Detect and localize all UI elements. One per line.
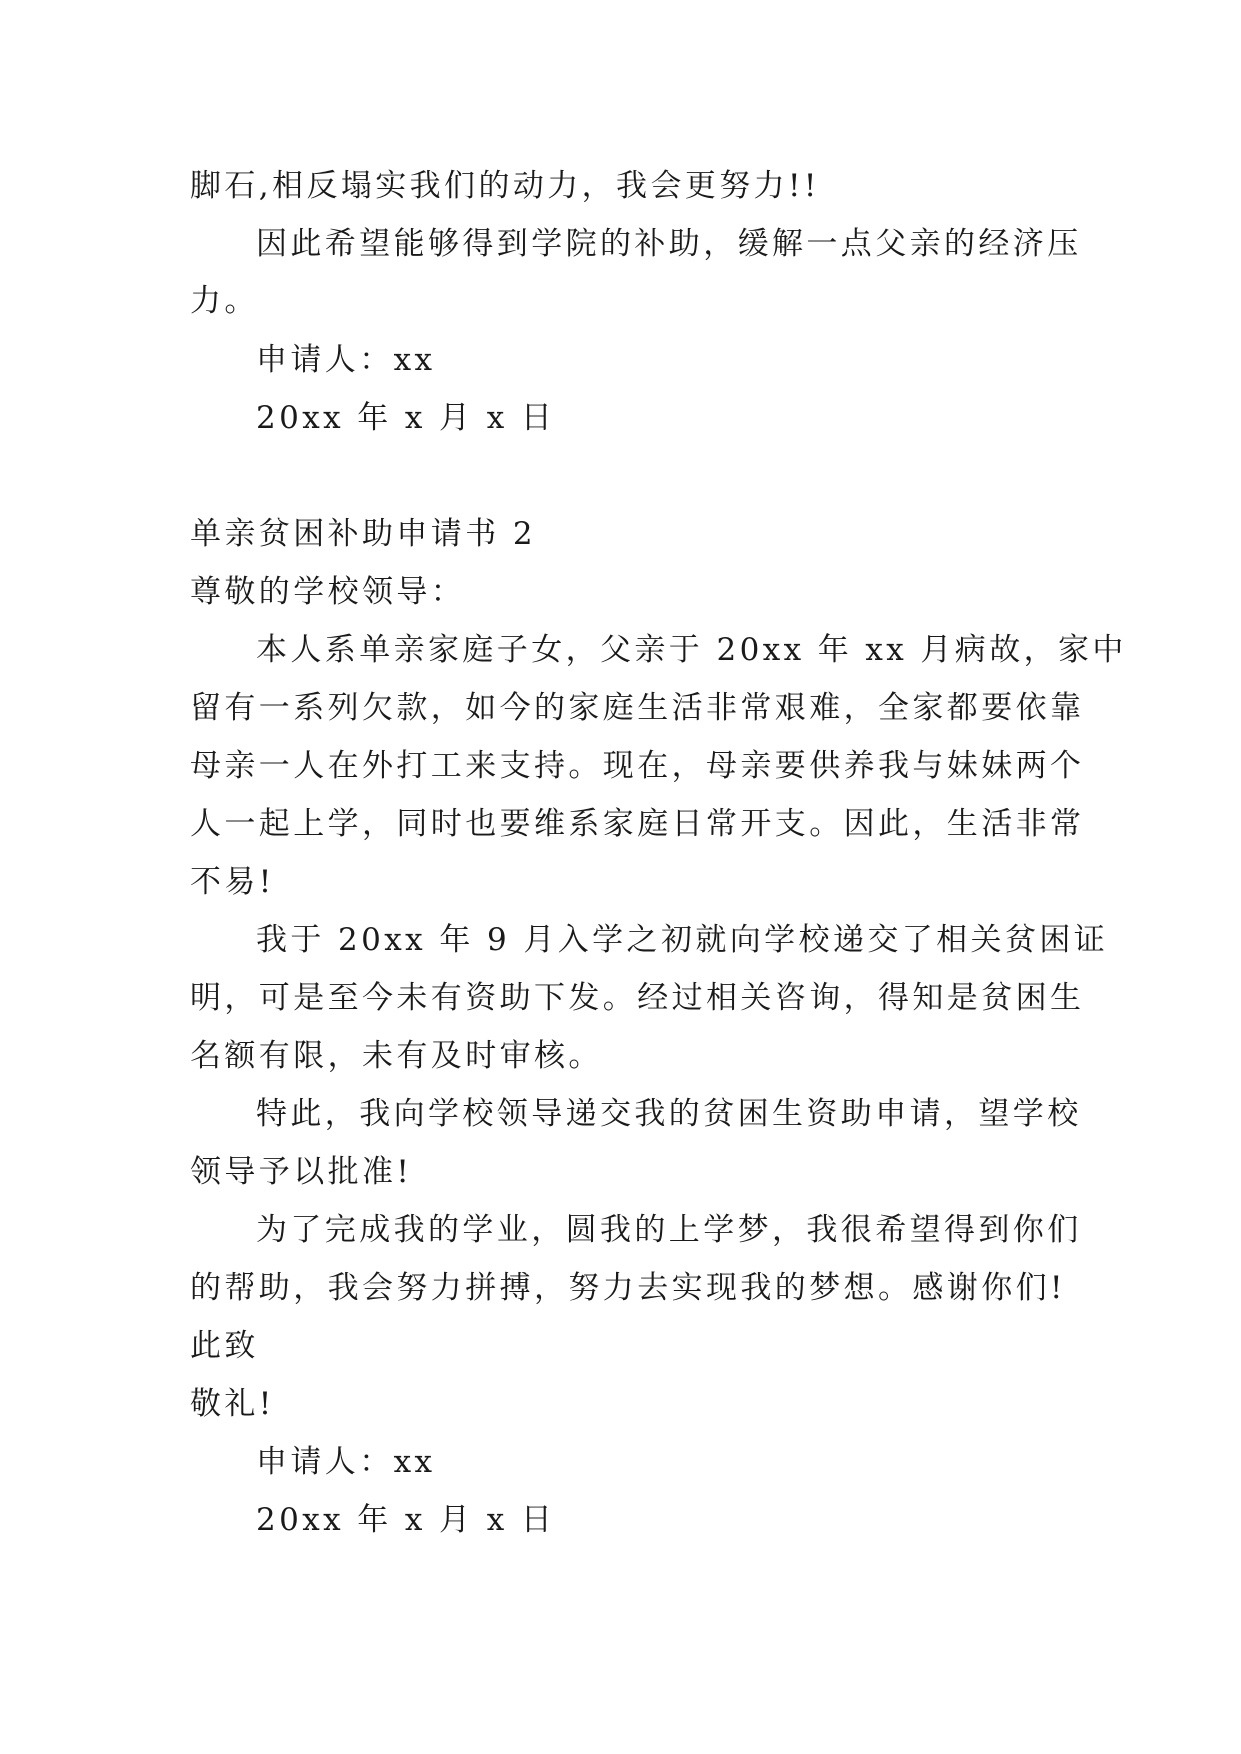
text-line: 因此希望能够得到学院的补助，缓解一点父亲的经济压 [256, 226, 1082, 262]
paragraph-line: 特此，我向学校领导递交我的贫困生资助申请，望学校 [256, 1096, 1082, 1132]
paragraph-line: 名额有限，未有及时审核。 [190, 1038, 603, 1074]
text-line: 力。 [190, 283, 259, 319]
applicant-signature: 申请人：xx [256, 1444, 436, 1480]
paragraph-line: 本人系单亲家庭子女，父亲于 20xx 年 xx 月病故，家中 [256, 632, 1127, 668]
paragraph-line: 不易! [190, 864, 275, 900]
paragraph-line: 为了完成我的学业，圆我的上学梦，我很希望得到你们 [256, 1212, 1082, 1248]
paragraph-line: 我于 20xx 年 9 月入学之初就向学校递交了相关贫困证 [256, 922, 1109, 958]
paragraph-line: 人一起上学，同时也要维系家庭日常开支。因此，生活非常 [190, 806, 1085, 842]
closing-line: 此致 [190, 1328, 259, 1364]
text-line: 脚石,相反塌实我们的动力，我会更努力!! [190, 168, 820, 204]
paragraph-line: 母亲一人在外打工来支持。现在，母亲要供养我与妹妹两个 [190, 748, 1085, 784]
signature-date: 20xx 年 x 月 x 日 [256, 400, 556, 436]
paragraph-line: 明，可是至今未有资助下发。经过相关咨询，得知是贫困生 [190, 980, 1085, 1016]
paragraph-line: 的帮助，我会努力拼搏，努力去实现我的梦想。感谢你们! [190, 1270, 1066, 1306]
signature-date: 20xx 年 x 月 x 日 [256, 1502, 556, 1538]
applicant-signature: 申请人：xx [256, 342, 436, 378]
paragraph-line: 留有一系列欠款，如今的家庭生活非常艰难，全家都要依靠 [190, 690, 1085, 726]
paragraph-line: 领导予以批准! [190, 1154, 413, 1190]
section-title: 单亲贫困补助申请书 2 [190, 516, 536, 552]
closing-line: 敬礼! [190, 1386, 275, 1422]
salutation: 尊敬的学校领导： [190, 574, 466, 610]
